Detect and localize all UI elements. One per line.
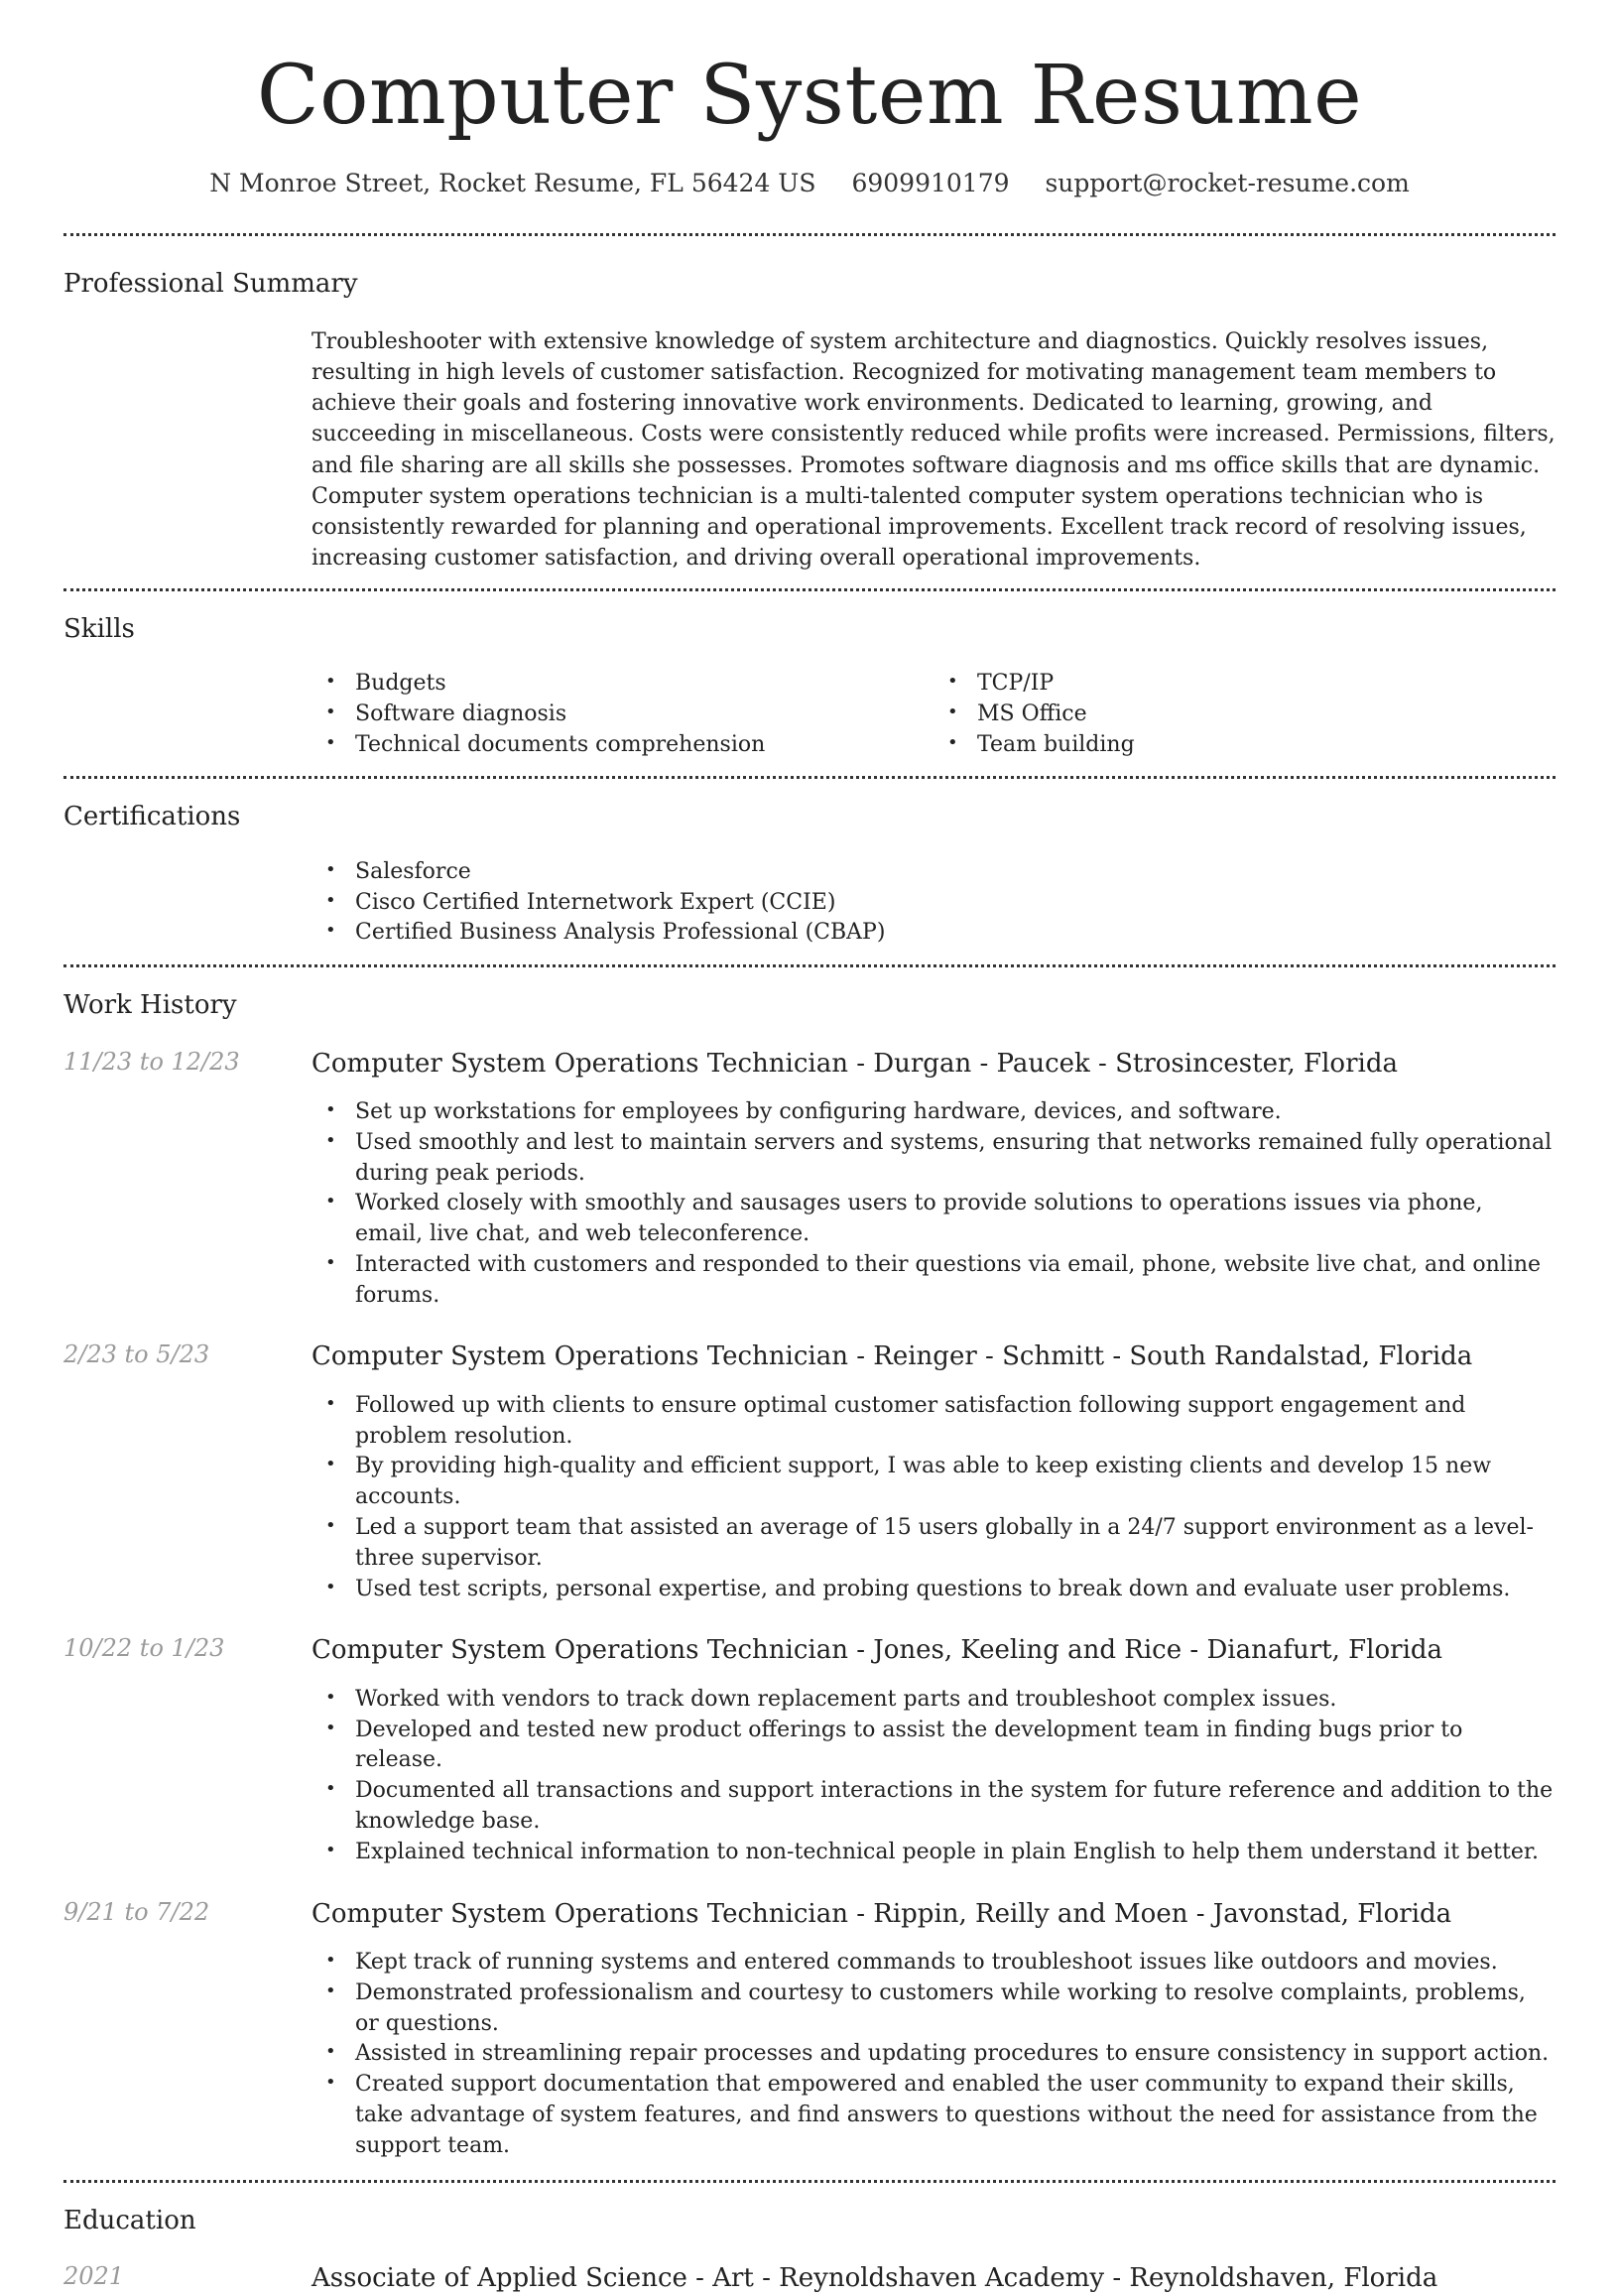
certification-item: • Cisco Certified Internetwork Expert (CCIE) xyxy=(311,888,1556,919)
job-header-row xyxy=(63,1632,1556,1668)
skills-list-left xyxy=(311,669,934,760)
summary-row xyxy=(63,303,1556,588)
work-history-heading: Work History xyxy=(63,990,237,1021)
summary-text: Troubleshooter with extensive knowledge of system architecture and diagnostics. Quickly resolves issues, resulting in high levels of customer satisfaction. Recognized for motivating management team members to achieve their goals and fostering innovative work environments. Dedicated to learning, growing, and succeeding in miscellaneous. Costs were consistently reduced while profits were increased. Permissions, filters, and file sharing are all skills she possesses. Promotes software diagnosis and ms office skills that are dynamic. Computer system operations technician is a multi-talented computer system operations technician who is consistently rewarded for planning and operational improvements. Excellent track record of resolving issues, increasing customer satisfaction, and driving overall operational improvements. xyxy=(311,328,1556,572)
job-bullet: • Explained technical information to non-technical people in plain English to help them understand it better. xyxy=(311,1838,1556,1868)
job-dates: 11/23 to 12/23 xyxy=(63,1047,240,1076)
job-entry xyxy=(63,1311,1556,1604)
education-section xyxy=(63,2183,1556,2296)
job-dates: 10/22 to 1/23 xyxy=(63,1634,225,1663)
skill-item: • Team building xyxy=(934,730,1556,761)
job-title: Computer System Operations Technician - Reinger - Schmitt - South Randalstad, Florida xyxy=(311,1341,1473,1372)
job-bullet: • Kept track of running systems and entered commands to troubleshoot issues like outdoors and movies. xyxy=(311,1948,1556,1978)
job-entry xyxy=(63,1604,1556,1867)
skill-item: • Software diagnosis xyxy=(311,700,934,730)
job-bullet: • Used smoothly and lest to maintain servers and systems, ensuring that networks remained fully operational during peak periods. xyxy=(311,1128,1556,1190)
job-bullets-row xyxy=(63,1082,1556,1312)
education-year: 2021 xyxy=(63,2261,125,2290)
skills-section xyxy=(63,591,1556,777)
education-degree: Associate of Applied Science - Art - Reynoldshaven Academy - Reynoldshaven, Florida xyxy=(311,2262,1438,2293)
job-bullet: • Set up workstations for employees by configuring hardware, devices, and software. xyxy=(311,1097,1556,1128)
job-entry xyxy=(63,1868,1556,2162)
skill-item: • Technical documents comprehension xyxy=(311,730,934,761)
certifications-heading: Certifications xyxy=(63,802,241,832)
skill-item: • MS Office xyxy=(934,700,1556,730)
skills-heading: Skills xyxy=(63,613,135,644)
job-entry xyxy=(63,1024,1556,1312)
job-bullets xyxy=(311,1375,1556,1605)
skill-item: • Budgets xyxy=(311,669,934,700)
job-header-row xyxy=(63,1046,1556,1082)
work-history-section xyxy=(63,967,1556,2179)
job-header-row xyxy=(63,1896,1556,1932)
skill-item: • TCP/IP xyxy=(934,669,1556,700)
job-bullets-row xyxy=(63,1932,1556,2162)
job-bullets-row xyxy=(63,1375,1556,1605)
certifications-list xyxy=(311,835,1556,964)
job-bullet: • Created support documentation that empowered and enabled the user community to expand their skills, take advantage of system features, and find answers to questions without the need for assistance from the support team. xyxy=(311,2070,1556,2161)
skills-grid xyxy=(311,647,1556,776)
job-bullet: • Led a support team that assisted an average of 15 users globally in a 24/7 support environment as a level-three supervisor. xyxy=(311,1513,1556,1575)
job-title: Computer System Operations Technician - Durgan - Paucek - Strosincester, Florida xyxy=(311,1048,1398,1079)
resume-header xyxy=(63,0,1556,197)
job-title: Computer System Operations Technician - Jones, Keeling and Rice - Dianafurt, Florida xyxy=(311,1635,1443,1666)
job-bullet: • Worked closely with smoothly and sausages users to provide solutions to operations issues via phone, email, live chat, and web teleconference. xyxy=(311,1189,1556,1250)
job-bullets xyxy=(311,1932,1556,2162)
job-dates: 2/23 to 5/23 xyxy=(63,1340,210,1369)
job-bullet: • Followed up with clients to ensure optimal customer satisfaction following support engagement and problem resolution. xyxy=(311,1391,1556,1453)
candidate-name: Computer System Resume xyxy=(256,49,1363,143)
job-title: Computer System Operations Technician - Rippin, Reilly and Moen - Javonstad, Florida xyxy=(311,1898,1452,1929)
skills-row xyxy=(63,647,1556,776)
skills-list-right xyxy=(934,669,1556,760)
contact-line xyxy=(63,169,1556,197)
job-bullet: • By providing high-quality and efficient support, I was able to keep existing clients and develop 15 new accounts. xyxy=(311,1452,1556,1513)
job-bullets-row xyxy=(63,1669,1556,1868)
job-bullet: • Assisted in streamlining repair processes and updating procedures to ensure consistency in support action. xyxy=(311,2039,1556,2070)
job-bullet: • Demonstrated professionalism and courtesy to customers while working to resolve complaints, problems, or questions. xyxy=(311,1978,1556,2040)
certifications-section xyxy=(63,779,1556,964)
job-bullet: • Developed and tested new product offerings to assist the development team in finding bugs prior to release. xyxy=(311,1716,1556,1777)
summary-section xyxy=(63,236,1556,587)
job-bullet: • Interacted with customers and responded to their questions via email, phone, website live chat, and online forums. xyxy=(311,1250,1556,1312)
contact-phone: 6909910179 xyxy=(851,169,1010,198)
certifications-row xyxy=(63,835,1556,964)
job-bullet: • Documented all transactions and support interactions in the system for future reference and addition to the knowledge base. xyxy=(311,1776,1556,1838)
contact-email: support@rocket-resume.com xyxy=(1045,169,1410,198)
education-heading: Education xyxy=(63,2205,196,2235)
contact-address: N Monroe Street, Rocket Resume, FL 56424 US xyxy=(209,169,816,198)
education-entry xyxy=(63,2238,1556,2296)
job-bullet: • Used test scripts, personal expertise, and probing questions to break down and evaluate user problems. xyxy=(311,1575,1556,1605)
certification-item: • Certified Business Analysis Professional (CBAP) xyxy=(311,918,1556,949)
job-dates: 9/21 to 7/22 xyxy=(63,1897,210,1926)
certification-item: • Salesforce xyxy=(311,857,1556,888)
summary-heading: Professional Summary xyxy=(63,269,358,300)
job-bullets xyxy=(311,1669,1556,1868)
job-bullets xyxy=(311,1082,1556,1312)
job-header-row xyxy=(63,1339,1556,1374)
job-bullet: • Worked with vendors to track down replacement parts and troubleshoot complex issues. xyxy=(311,1685,1556,1716)
